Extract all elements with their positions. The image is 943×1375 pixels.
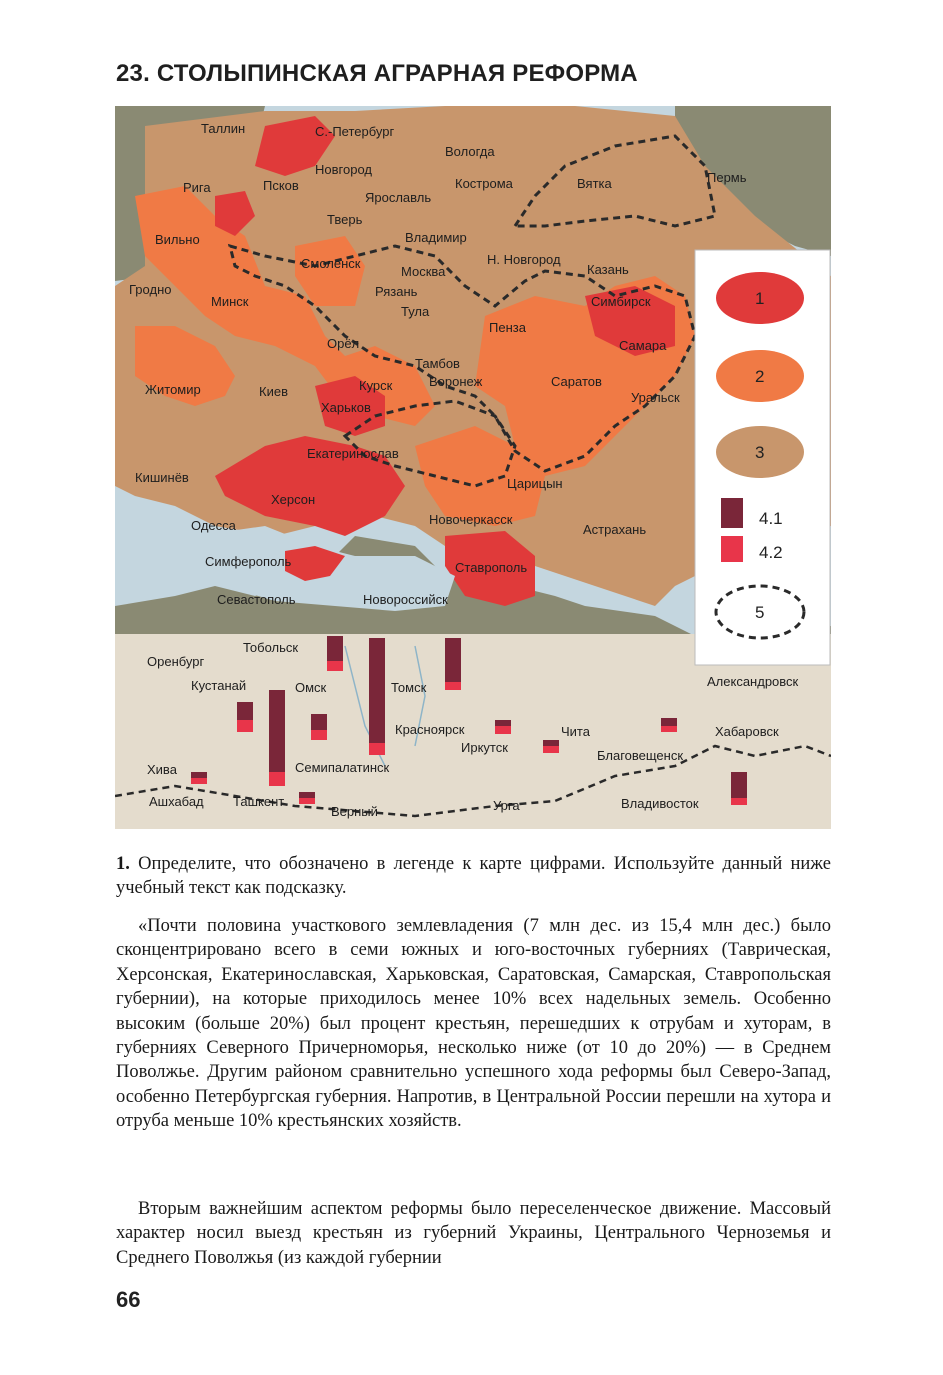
city-orenburg: Оренбург [147,654,205,669]
bar-omsk-4-1 [311,714,327,730]
bar-semipal-4-1 [269,690,285,772]
legend-label-4-2: 4.2 [759,543,783,562]
city-minsk: Минск [211,294,249,309]
city-kharkov: Харьков [321,400,371,415]
city-tallinn: Таллин [201,121,246,136]
city-penza: Пенза [489,320,526,335]
bar-vladivostok-4-2 [731,798,747,805]
bar-irkutsk-4-2 [543,746,559,753]
city-ekaterinoslav: Екатеринослав [307,446,399,461]
city-smolensk: Смоленск [301,256,361,271]
bar-kustanay-4-2 [237,720,253,732]
city-aleksandrovsk: Александровск [707,674,799,689]
city-orel: Орёл [327,336,360,351]
city-verny: Верный [331,804,378,819]
city-tsaritsyn: Царицын [507,476,563,491]
bar-novosib-4-2 [369,743,385,755]
city-stavropol: Ставрополь [455,560,528,575]
city-tashkent: Ташкент [233,794,285,809]
city-ashkhabad: Ашхабад [149,794,204,809]
city-vladivostok: Владивосток [621,796,699,811]
bar-semipal-4-2 [269,772,285,786]
city-spb: С.-Петербург [315,124,395,139]
city-uralsk: Уральск [631,390,680,405]
city-khiva: Хива [147,762,177,777]
city-yaroslavl: Ярославль [365,190,432,205]
city-voronezh: Воронеж [429,374,483,389]
city-semipalatinsk: Семипалатинск [295,760,390,775]
city-kiev: Киев [259,384,288,399]
task-text: Определите, что обозначено в легенде к карте цифрами. Используйте данный ниже учебный текст как подсказку. [116,854,831,898]
bar-krasnoyarsk-4-1 [495,720,511,726]
city-kazan: Казань [587,262,629,277]
city-omsk: Омск [295,680,327,695]
city-vladimir: Владимир [405,230,467,245]
city-irkutsk: Иркутск [461,740,508,755]
bar-tobolsk-4-2 [327,661,343,671]
city-kishinev: Кишинёв [135,470,189,485]
city-tver: Тверь [327,212,363,227]
city-saratov: Саратов [551,374,602,389]
city-sevastopol: Севастополь [217,592,296,607]
bar-tomsk-4-1 [445,638,461,682]
city-simbirsk: Симбирск [591,294,651,309]
bar-amur-4-2 [661,726,677,732]
city-moskva: Москва [401,264,446,279]
city-vyatka: Вятка [577,176,612,191]
city-vilno: Вильно [155,232,200,247]
legend-label-3: 3 [755,443,765,462]
city-samara: Самара [619,338,667,353]
bar-khiva-4-2 [191,778,207,784]
city-tomsk: Томск [391,680,427,695]
city-tula: Тула [401,304,430,319]
city-odessa: Одесса [191,518,236,533]
legend-label-1: 1 [755,289,765,308]
city-pskov: Псков [263,178,299,193]
legend-swatch-4-2 [721,536,743,562]
city-khabarovsk: Хабаровск [715,724,779,739]
city-tobolsk: Тобольск [243,640,299,655]
legend-label-5: 5 [755,603,765,622]
city-blagoveshchensk: Благовещенск [597,748,684,763]
city-urga: Урга [493,798,520,813]
legend-swatch-4-1 [721,498,743,528]
city-krasnoyarsk: Красноярск [395,722,465,737]
bar-tashkent-4-2 [299,798,315,804]
bar-novosib-4-1 [369,638,385,743]
legend-label-4-1: 4.1 [759,509,783,528]
bar-irkutsk-4-1 [543,740,559,746]
city-n-novgorod: Н. Новгород [487,252,561,267]
bar-tobolsk-4-1 [327,636,343,661]
bar-khiva-4-1 [191,772,207,778]
legend-label-2: 2 [755,367,765,386]
city-riga: Рига [183,180,211,195]
bar-vladivostok-4-1 [731,772,747,798]
bar-omsk-4-2 [311,730,327,740]
map [115,106,831,829]
city-novorossiysk: Новороссийск [363,592,448,607]
city-kostroma: Кострома [455,176,513,191]
city-novgorod: Новгород [315,162,372,177]
bar-amur-4-1 [661,718,677,726]
bar-tomsk-4-2 [445,682,461,690]
city-chita: Чита [561,724,590,739]
city-ryazan: Рязань [375,284,418,299]
city-kursk: Курск [359,378,393,393]
city-zhitomir: Житомир [145,382,201,397]
paragraph-1: «Почти половина участкового землевладения (7 млн дес. из 15,4 млн дес.) было сконцентрировано всего в семи южных и юго-восточных губерниях (Таврическая, Херсонская, Екатеринославская, Харьковская, Саратовская, Самарская, Ставропольская губернии), на которые приходилось менее 10% всех надельных земель. Особенно высоким (больше 20%) был процент крестьян, перешедших к отрубам и хуторам, в губерниях Северного Причерноморья, несколько ниже (от 10 до 20%) — в Среднем Поволжье. Другим районом сравнительно успешного хода реформы был Северо-Запад, особенно Петербургская губерния. Напротив, в Центральной России перешли на хутора и отруба меньше 10% крестьянских хозяйств. [116,916,831,1132]
bar-kustanay-4-1 [237,702,253,720]
city-novocherkassk: Новочеркасск [429,512,513,527]
city-kustanay: Кустанай [191,678,247,693]
page-title: 23. СТОЛЫПИНСКАЯ АГРАРНАЯ РЕФОРМА [116,60,638,87]
task-1 [116,852,831,900]
city-simferopol: Симферополь [205,554,292,569]
city-vologda: Вологда [445,144,495,159]
bar-krasnoyarsk-4-2 [495,726,511,734]
page-number: 66 [116,1287,141,1312]
task-number: 1. [116,854,130,874]
city-perm: Пермь [707,170,747,185]
paragraph-2: Вторым важнейшим аспектом реформы было переселенческое движение. Массовый характер носил выезд крестьян из губерний Украины, Центрального Черноземья и Среднего Поволжья (из каждой губернии [116,1199,831,1268]
city-kherson: Херсон [271,492,316,507]
city-grodno: Гродно [129,282,172,297]
city-astrakhan: Астрахань [583,522,647,537]
bar-tashkent-4-1 [299,792,315,798]
city-tambov: Тамбов [415,356,460,371]
